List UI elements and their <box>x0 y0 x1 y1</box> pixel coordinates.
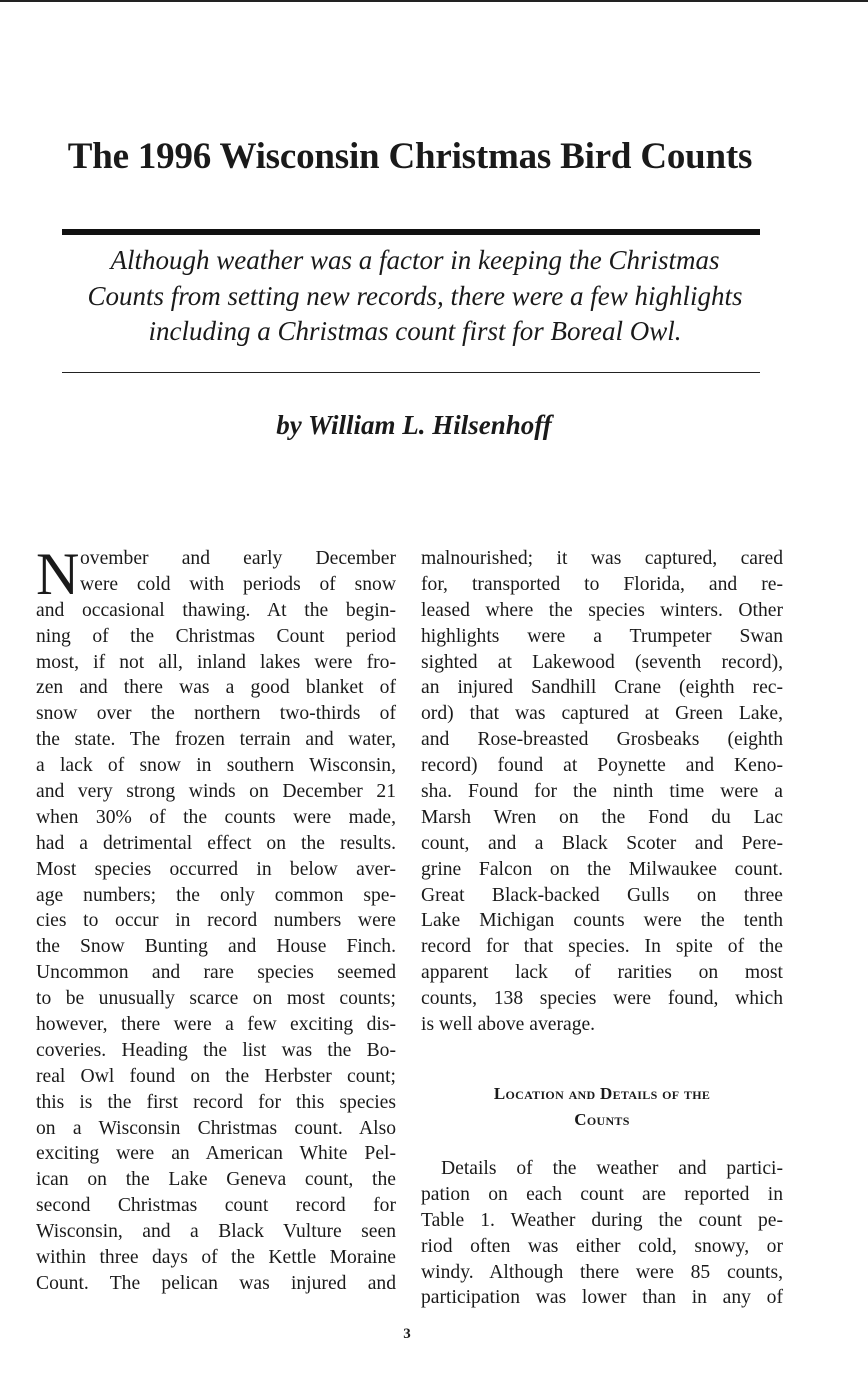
right-column-line: apparent lack of rarities on most <box>421 962 783 984</box>
section-heading <box>421 1081 783 1133</box>
right-column-line: sha. Found for the ninth time were a <box>421 781 783 803</box>
right-column-line: ord) that was captured at Green Lake, <box>421 703 783 725</box>
subtitle-line: Although weather was a factor in keeping the Christmas <box>110 245 720 275</box>
right-column-line: counts, 138 species were found, which <box>421 988 783 1010</box>
right-column-line: record for that species. In spite of the <box>421 936 783 958</box>
section-paragraph-line: pation on each count are reported in <box>421 1183 783 1205</box>
right-column-line: Marsh Wren on the Fond du Lac <box>421 806 783 828</box>
right-column-line: count, and a Black Scoter and Pere- <box>421 832 783 854</box>
left-column-line: exciting were an American White Pel- <box>36 1143 396 1165</box>
left-column-line: a lack of snow in southern Wisconsin, <box>36 755 396 777</box>
subtitle-rule-thin <box>62 372 760 373</box>
left-column-line: Wisconsin, and a Black Vulture seen <box>36 1221 396 1243</box>
right-column-line: highlights were a Trumpeter Swan <box>421 625 783 647</box>
right-text-column <box>421 546 783 1038</box>
section-heading-line: Counts <box>574 1110 630 1129</box>
left-column-line: second Christmas count record for <box>36 1195 396 1217</box>
left-column-line: within three days of the Kettle Moraine <box>36 1247 396 1269</box>
right-column-line: is well above average. <box>421 1014 596 1036</box>
right-column-line: for, transported to Florida, and re- <box>421 573 783 595</box>
left-column-line: however, there were a few exciting dis- <box>36 1014 396 1036</box>
left-column-line: ning of the Christmas Count period <box>36 625 396 647</box>
left-column-line: age numbers; the only common spe- <box>36 884 396 906</box>
subtitle-line: Counts from setting new records, there were a few highlights <box>87 280 743 311</box>
left-column-line: coveries. Heading the list was the Bo- <box>36 1039 396 1061</box>
page-number: 3 <box>403 1326 411 1342</box>
section-paragraph-line: riod often was either cold, snowy, or <box>421 1235 783 1257</box>
section-paragraph-line: Table 1. Weather during the count pe- <box>421 1209 783 1231</box>
subtitle-line: including a Christmas count first for Boreal Owl. <box>148 316 682 346</box>
left-column-line: zen and there was a good blanket of <box>36 677 396 699</box>
left-column-line: Count. The pelican was injured and <box>36 1272 396 1294</box>
opening-paragraph <box>36 541 396 1297</box>
section-heading-line: Location and Details of the <box>493 1084 711 1103</box>
left-text-column <box>36 541 396 1297</box>
drop-cap: N <box>36 541 80 607</box>
left-column-line: this is the first record for this species <box>36 1091 396 1113</box>
right-column-line: Lake Michigan counts were the tenth <box>421 910 783 932</box>
right-column-line: Great Black-backed Gulls on three <box>421 884 783 906</box>
right-column-line: malnourished; it was captured, cared <box>421 548 783 569</box>
left-column-line: most, if not all, inland lakes were fro- <box>36 651 396 673</box>
section-paragraph <box>421 1156 783 1311</box>
right-column-line: an injured Sandhill Crane (eighth rec- <box>421 677 783 699</box>
left-column-line: ovember and early December <box>80 548 396 569</box>
article-subtitle <box>45 243 785 350</box>
left-column-line: the state. The frozen terrain and water, <box>36 729 396 751</box>
right-column-line: sighted at Lakewood (seventh record), <box>421 651 783 673</box>
right-column-line: and Rose-breasted Grosbeaks (eighth <box>421 729 783 751</box>
left-column-line: Uncommon and rare species seemed <box>36 962 396 984</box>
right-column-line: record) found at Poynette and Keno- <box>421 755 783 777</box>
article-title: The 1996 Wisconsin Christmas Bird Counts <box>67 136 753 177</box>
author-byline: by William L. Hilsenhoff <box>276 410 552 440</box>
section-paragraph-line: windy. Although there were 85 counts, <box>421 1261 783 1283</box>
left-column-line: on a Wisconsin Christmas count. Also <box>36 1117 396 1139</box>
left-column-line: Most species occurred in below aver- <box>36 858 396 880</box>
title-rule-thick <box>62 229 760 235</box>
left-column-line: were cold with periods of snow <box>80 573 396 595</box>
left-column-line: to be unusually scarce on most counts; <box>36 988 396 1010</box>
section-paragraph-line: Details of the weather and partici- <box>441 1158 783 1179</box>
left-column-line: when 30% of the counts were made, <box>36 806 396 828</box>
left-column-line: and very strong winds on December 21 <box>36 781 396 803</box>
left-column-line: and occasional thawing. At the begin- <box>36 599 396 621</box>
left-column-line: cies to occur in record numbers were <box>36 910 396 932</box>
left-column-line: had a detrimental effect on the results. <box>36 832 396 854</box>
right-column-line: grine Falcon on the Milwaukee count. <box>421 858 783 880</box>
section-paragraph-line: participation was lower than in any of <box>421 1287 783 1309</box>
page-top-edge <box>0 0 868 2</box>
left-column-line: snow over the northern two-thirds of <box>36 703 396 725</box>
right-column-line: leased where the species winters. Other <box>421 599 783 621</box>
left-column-line: ican on the Lake Geneva count, the <box>36 1169 396 1191</box>
left-column-line: the Snow Bunting and House Finch. <box>36 936 396 958</box>
left-column-line: real Owl found on the Herbster count; <box>36 1065 396 1087</box>
